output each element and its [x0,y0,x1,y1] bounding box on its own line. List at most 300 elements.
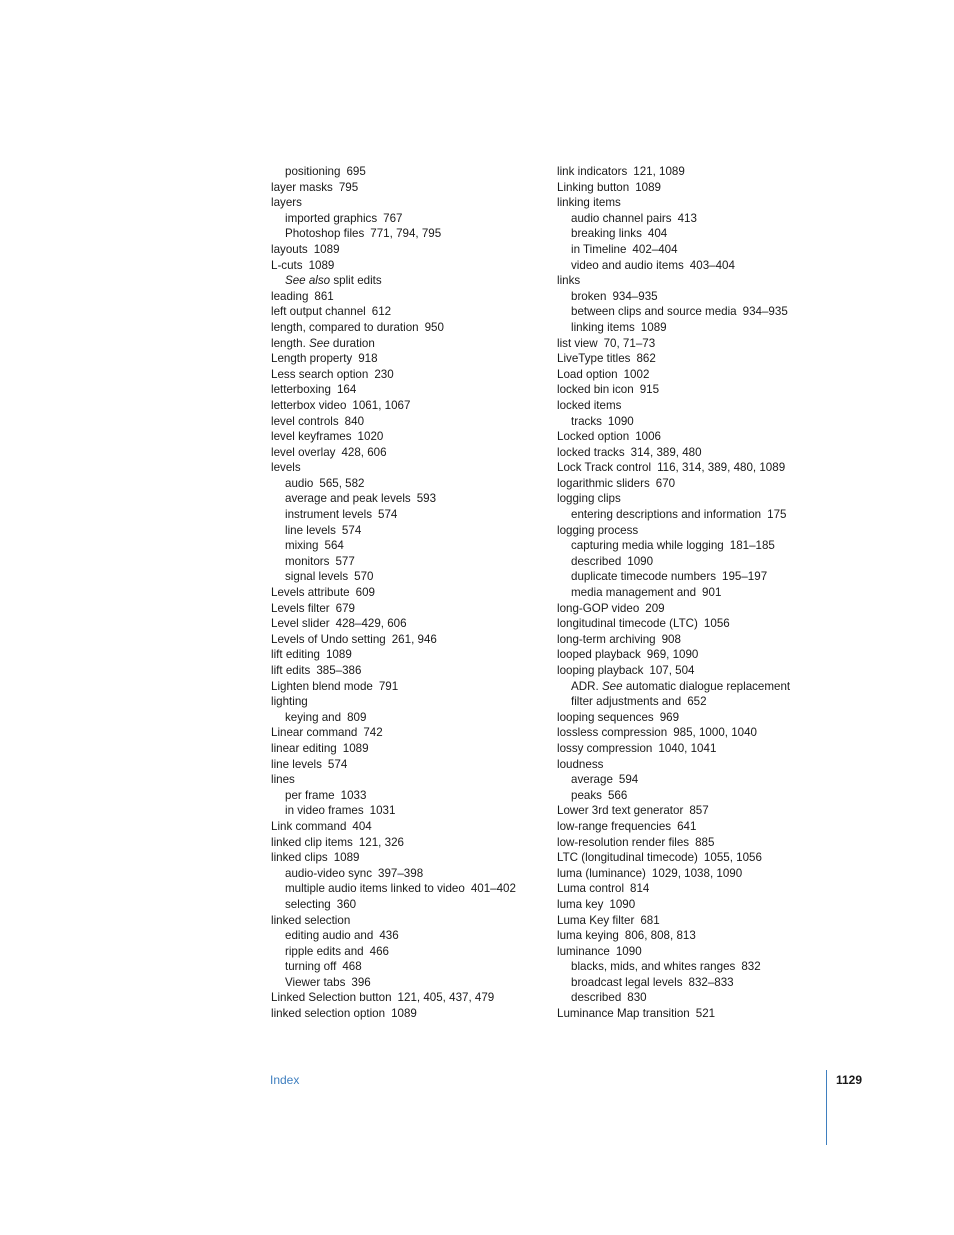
entry-pages: 1002 [623,367,650,381]
entry-term: loudness [557,757,604,771]
index-subentry [557,959,857,975]
entry-term: longitudinal timecode (LTC) [557,617,698,631]
entry-term: Lighten blend mode [271,679,373,693]
index-column-left [271,164,541,1022]
entry-pages: 195–197 [722,570,768,584]
index-subentry [557,679,857,695]
entry-term: layers [271,196,302,210]
index-entry [271,320,541,336]
entry-term: in video frames [285,804,364,818]
index-entry [271,585,541,601]
entry-term: linked clips [271,851,328,865]
entry-term: video and audio items [571,258,684,272]
entry-term: link indicators [557,165,628,178]
index-entry [271,242,541,258]
index-entry [271,850,541,866]
entry-term: blacks, mids, and whites ranges [571,960,736,974]
entry-pages: 428, 606 [341,445,387,459]
index-subentry [271,710,541,726]
see-reference: See also [285,274,331,288]
index-entry [557,928,857,944]
index-entry [271,757,541,773]
entry-term: levels [271,461,301,475]
entry-term: positioning [285,165,341,178]
entry-pages: 742 [363,726,383,740]
entry-pages: 121, 326 [358,835,404,849]
entry-term: in Timeline [571,242,627,256]
entry-pages: 832 [741,960,761,974]
entry-term: Levels filter [271,601,330,615]
entry-term: broken [571,289,607,303]
index-subentry [271,523,541,539]
entry-pages: 934–935 [742,305,788,319]
entry-term: average and peak levels [285,492,411,506]
entry-pages: 767 [383,211,403,225]
entry-term: audio [285,476,314,490]
index-entry [557,819,857,835]
entry-term: locked items [557,398,622,412]
index-subentry [271,491,541,507]
index-entry [271,679,541,695]
index-entry [557,491,857,507]
entry-pages: 181–185 [729,539,775,553]
entry-term: Level slider [271,617,330,631]
entry-pages: 574 [341,523,362,537]
index-subentry [271,788,541,804]
index-subentry [557,772,857,788]
index-entry [557,866,857,882]
index-subentry [271,211,541,227]
index-subentry [271,959,541,975]
index-entry [557,382,857,398]
entry-pages: 1090 [627,554,654,568]
index-entry [271,616,541,632]
index-entry [271,367,541,383]
entry-term: lighting [271,695,308,709]
entry-pages: 985, 1000, 1040 [673,726,757,740]
entry-term: L-cuts [271,258,303,272]
entry-pages: 1089 [308,258,335,272]
entry-pages: 396 [351,975,371,989]
index-subentry [557,304,857,320]
entry-pages: 1006 [635,430,661,444]
entry-pages: 1033 [340,788,367,802]
index-subentry [271,538,541,554]
entry-pages: 1056 [703,617,730,631]
index-entry [271,445,541,461]
entry-pages: 116, 314, 389, 480, 1089 [657,461,786,475]
entry-pages: 969, 1090 [646,648,699,662]
index-entry [557,1006,857,1022]
entry-pages: 230 [374,367,394,381]
page-number: 1129 [836,1073,863,1087]
entry-term: layer masks [271,180,333,194]
entry-term: linked selection option [271,1007,386,1021]
entry-pages: 314, 389, 480 [630,445,702,459]
entry-term: Less search option [271,367,369,381]
entry-term: linking items [557,196,621,210]
index-entry [557,803,857,819]
entry-pages: 679 [335,601,355,615]
entry-term: broadcast legal levels [571,975,683,989]
entry-term: Luminance Map transition [557,1007,690,1021]
entry-term: peaks [571,788,602,802]
entry-pages: 564 [324,539,344,553]
entry-term: linking items [571,320,635,334]
index-entry [557,367,857,383]
entry-pages: 404 [647,227,668,241]
entry-term: layouts [271,242,308,256]
entry-term: editing audio and [285,929,374,943]
entry-term: links [557,274,581,288]
index-subentry [271,476,541,492]
index-entry [271,819,541,835]
entry-pages: 1090 [609,897,636,911]
entry-pages: 175 [767,508,787,522]
entry-pages: 570 [354,570,374,584]
index-subentry [271,803,541,819]
entry-pages: 1029, 1038, 1090 [651,866,743,880]
index-entry [557,757,857,773]
index-entry [271,195,541,211]
entry-pages: 1089 [313,242,340,256]
entry-term: mixing [285,539,319,553]
entry-term: looped playback [557,648,641,662]
entry-term: logarithmic sliders [557,476,650,490]
entry-term: instrument levels [285,508,372,522]
index-entry [557,881,857,897]
see-reference: See [601,679,623,693]
index-entry [557,647,857,663]
entry-pages: 209 [645,601,665,615]
entry-pages: 814 [630,882,650,896]
entry-pages: 1031 [369,804,396,818]
entry-term: lines [271,773,295,787]
index-entry [271,304,541,320]
index-entry [271,429,541,445]
index-entry [557,523,857,539]
entry-pages: 809 [347,710,367,724]
entry-pages: 795 [338,180,359,194]
index-entry [557,913,857,929]
entry-term: length, compared to duration [271,320,419,334]
entry-term: line levels [285,523,336,537]
entry-term: Levels of Undo setting [271,632,386,646]
entry-pages: 840 [344,414,365,428]
index-subentry [271,866,541,882]
entry-pages: 261, 946 [391,632,437,646]
footer-divider [826,1070,827,1145]
index-subentry [271,226,541,242]
index-subentry [557,226,857,242]
entry-term: Locked option [557,430,630,444]
index-subentry [557,569,857,585]
entry-term: luma key [557,897,604,911]
entry-pages: 70, 71–73 [603,336,656,350]
entry-pages: 1089 [333,851,360,865]
entry-term: luminance [557,944,610,958]
entry-pages: 468 [342,960,362,974]
entry-term: linked selection [271,913,351,927]
entry-term: multiple audio items linked to video [285,882,465,896]
entry-term: Length property [271,352,353,366]
entry-term: Linear command [271,726,358,740]
index-column-right [557,164,857,1022]
index-subentry [557,554,857,570]
entry-term: ripple edits and [285,944,364,958]
entry-term: Photoshop files [285,227,365,241]
entry-term: long-GOP video [557,601,640,615]
entry-prefix: length. [271,336,306,350]
index-subentry [271,928,541,944]
index-entry [557,398,857,414]
entry-pages: 164 [336,383,357,397]
index-subentry [271,273,541,289]
index-entry [271,725,541,741]
index-entry [557,273,857,289]
index-entry [557,725,857,741]
index-subentry [271,944,541,960]
entry-pages: 652 [687,695,707,709]
entry-pages: 934–935 [612,289,658,303]
entry-term: Luma control [557,882,625,896]
index-subentry [271,569,541,585]
index-entry [557,336,857,352]
index-subentry [557,211,857,227]
index-entry [271,913,541,929]
entry-pages: 594 [618,773,639,787]
entry-pages: 695 [346,165,366,178]
index-entry [271,180,541,196]
entry-pages: 1055, 1056 [703,851,762,865]
entry-pages: 915 [639,383,660,397]
index-entry [557,195,857,211]
entry-term: media management and [571,586,697,600]
entry-pages: 107, 504 [649,664,695,677]
index-entry [557,850,857,866]
entry-pages: 612 [371,305,392,319]
index-entry [557,632,857,648]
entry-term: audio channel pairs [571,211,672,225]
entry-pages: 806, 808, 813 [624,929,696,943]
index-entry [271,601,541,617]
entry-pages: 885 [695,835,715,849]
entry-pages: 832–833 [688,975,734,989]
entry-pages: 360 [336,897,357,911]
entry-pages: 901 [702,586,722,600]
index-subentry [557,414,857,430]
entry-term: selecting [285,897,331,911]
entry-pages: 565, 582 [319,476,365,490]
entry-term: luma (luminance) [557,866,646,880]
index-subentry [271,897,541,913]
entry-term: letterboxing [271,383,331,397]
entry-term: Linked Selection button [271,991,392,1005]
entry-pages: 403–404 [689,258,735,272]
entry-pages: 1020 [357,430,384,444]
entry-term: left output channel [271,305,366,319]
entry-pages: 574 [327,757,348,771]
index-entry [271,835,541,851]
entry-term: Lower 3rd text generator [557,804,684,818]
entry-term: Levels attribute [271,586,350,600]
index-subentry [557,788,857,804]
entry-term: looping playback [557,664,644,677]
index-entry [557,429,857,445]
index-entry [557,180,857,196]
index-entry [271,398,541,414]
entry-pages: 1089 [325,648,352,662]
index-subentry [271,975,541,991]
entry-term: long-term archiving [557,632,656,646]
entry-term: capturing media while logging [571,539,724,553]
entry-pages: 521 [695,1007,716,1021]
entry-pages: 857 [689,804,709,818]
index-entry [557,616,857,632]
entry-term: LiveType titles [557,352,631,366]
entry-term: locked bin icon [557,383,634,397]
entry-term: monitors [285,554,330,568]
entry-pages: 969 [659,710,680,724]
index-entry [271,663,541,679]
index-entry [271,694,541,710]
entry-pages: 862 [636,352,656,366]
entry-pages: 670 [655,476,676,490]
entry-term: low-range frequencies [557,819,672,833]
entry-term: tracks [571,414,602,428]
entry-term: automatic dialogue replacement [625,679,791,693]
index-entry [271,289,541,305]
entry-term: imported graphics [285,211,378,225]
index-entry [271,382,541,398]
entry-pages: 466 [369,944,389,958]
entry-term: entering descriptions and information [571,508,762,522]
entry-term: duplicate timecode numbers [571,570,717,584]
entry-pages: 593 [416,492,437,506]
index-subentry [557,289,857,305]
entry-pages: 121, 405, 437, 479 [397,991,495,1005]
entry-pages: 574 [378,508,398,522]
entry-term: per frame [285,788,335,802]
index-subentry [271,507,541,523]
entry-term: locked tracks [557,445,625,459]
index-entry [271,336,541,352]
index-entry [271,258,541,274]
entry-pages: 1090 [615,944,642,958]
entry-term: letterbox video [271,398,347,412]
entry-term: linear editing [271,741,337,755]
entry-term: logging clips [557,492,621,506]
entry-term: level keyframes [271,430,352,444]
entry-term: line levels [271,757,322,771]
entry-term: lossless compression [557,726,668,740]
index-entry [271,460,541,476]
index-subentry [557,694,857,710]
index-entry [557,445,857,461]
entry-term: luma keying [557,929,619,943]
entry-pages: 121, 1089 [633,165,685,178]
entry-pages: 385–386 [316,664,362,677]
index-entry [557,351,857,367]
entry-term: logging process [557,523,639,537]
index-entry [271,351,541,367]
entry-term: leading [271,289,309,303]
entry-pages: 566 [607,788,628,802]
entry-term: split edits [333,274,382,288]
index-subentry [557,585,857,601]
entry-pages: 401–402 [470,882,516,896]
index-entry [557,460,857,476]
entry-pages: 830 [627,991,647,1005]
index-subentry [557,990,857,1006]
entry-pages: 413 [677,211,697,225]
entry-pages: 577 [335,554,355,568]
index-subentry [271,164,541,180]
entry-term: Lock Track control [557,461,652,475]
entry-pages: 436 [379,929,399,943]
index-subentry [557,242,857,258]
index-entry [557,710,857,726]
index-entry [271,741,541,757]
entry-term: keying and [285,710,342,724]
entry-pages: 908 [661,632,681,646]
index-subentry [557,320,857,336]
entry-term: Load option [557,367,618,381]
entry-pages: 402–404 [632,242,678,256]
index-entry [271,1006,541,1022]
index-entry [557,164,857,180]
entry-term: duration [332,336,375,350]
index-entry [271,632,541,648]
entry-term: described [571,991,622,1005]
entry-pages: 428–429, 606 [335,617,407,631]
entry-pages: 1040, 1041 [658,741,717,755]
entry-pages: 641 [677,819,697,833]
index-entry [271,990,541,1006]
entry-pages: 404 [352,819,372,833]
entry-pages: 950 [424,320,444,334]
footer-section-title: Index [270,1073,300,1087]
entry-term: audio-video sync [285,866,373,880]
index-entry [557,944,857,960]
index-entry [557,476,857,492]
index-subentry [271,881,541,897]
entry-pages: 609 [355,586,375,600]
index-entry [271,414,541,430]
entry-prefix: ADR. [571,679,599,693]
index-subentry [557,258,857,274]
entry-pages: 397–398 [378,866,424,880]
index-entry [271,647,541,663]
entry-pages: 1089 [640,320,667,334]
entry-term: Viewer tabs [285,975,346,989]
entry-term: turning off [285,960,337,974]
entry-term: Luma Key filter [557,913,635,927]
entry-pages: 1061, 1067 [352,398,411,412]
entry-term: breaking links [571,227,642,241]
index-subentry [557,975,857,991]
entry-term: linked clip items [271,835,353,849]
index-entry [557,897,857,913]
entry-term: low-resolution render files [557,835,690,849]
entry-term: lift editing [271,648,320,662]
entry-term: filter adjustments and [571,695,682,709]
entry-term: list view [557,336,598,350]
entry-term: level overlay [271,445,336,459]
entry-pages: 681 [640,913,660,927]
entry-term: LTC (longitudinal timecode) [557,851,698,865]
entry-pages: 771, 794, 795 [370,227,442,241]
